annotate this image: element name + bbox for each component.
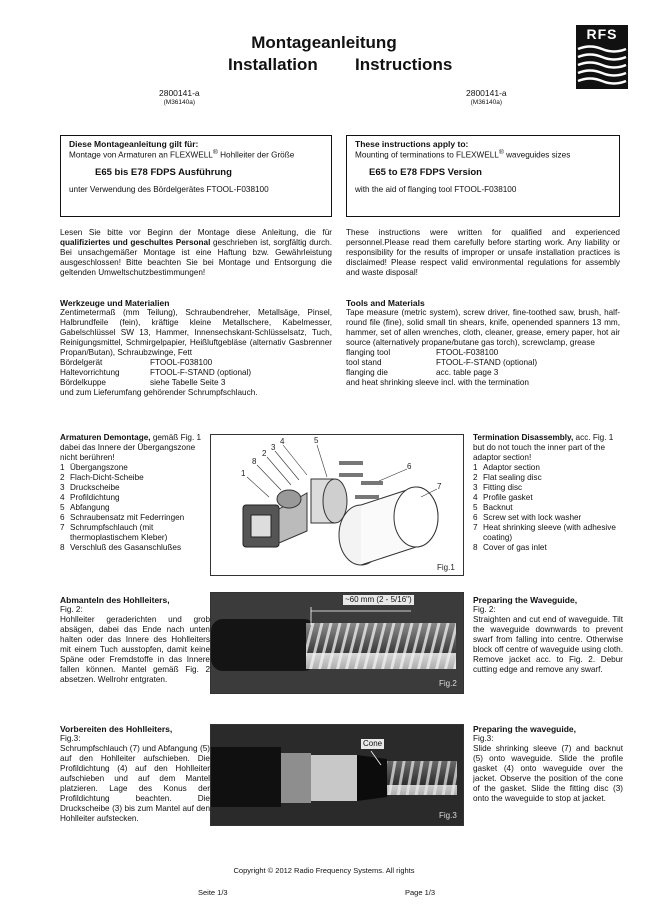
disassembly-en	[473, 433, 623, 553]
doc-number-right	[466, 89, 507, 106]
item-number: 7	[473, 523, 478, 532]
box-en-version: E65 to E78 FDPS Version	[369, 167, 482, 179]
warning-de	[60, 228, 332, 278]
page-number-en: Page 1/3	[405, 888, 436, 897]
list-item	[60, 483, 210, 493]
figure-1	[210, 434, 464, 576]
tools-en-text: Tape measure (metric system), screw driver, fine-toothed saw, brush, half-round file (fine), solid small tin shears, knife, openended spanners 13 mm, hammer, set of allen wrenches, cloth, cleaner, grease, emery paper, hot air source (alternatively propane/butane gas torch), screwclamp, grease	[346, 308, 620, 348]
item-number: 8	[473, 543, 478, 552]
tools-en-row-value: FTOOL-F-STAND (optional)	[436, 358, 538, 368]
box-en-heading: These instructions apply to:	[355, 139, 469, 149]
termination-exploded-illustration	[211, 435, 464, 576]
figure-2	[210, 592, 464, 694]
title-en-left: Installation	[228, 55, 318, 74]
fig1-callout: 5	[314, 436, 319, 445]
box-en-line1-end: waveguides sizes	[503, 151, 571, 161]
item-number: 4	[60, 493, 65, 502]
step2-en-heading: Preparing the Waveguide,	[473, 595, 578, 605]
figure-3	[210, 724, 464, 826]
box-de-line1	[69, 149, 323, 161]
corrugated-waveguide-photo	[211, 593, 464, 694]
tools-section-en	[346, 298, 620, 388]
tools-de-row-label: Haltevorrichtung	[60, 368, 120, 378]
box-de-line1-end: Hohlleiter der Größe	[217, 151, 295, 161]
title-en-right: Instructions	[355, 55, 453, 74]
fig1-callout: 1	[241, 469, 246, 478]
warning-en: These instructions were written for qualified and experienced personnel.Please read them carefully before starting work. Any liability or responsibility for the results of improper or unsafe installation practices is disclaimed! Please respect valid environmental regulations for assembly and waste disposal!	[346, 228, 620, 277]
disassembly-de	[60, 433, 210, 553]
list-item	[60, 463, 210, 473]
tools-de-row-value: FTOOL-F-STAND (optional)	[150, 368, 252, 378]
item-number: 6	[473, 513, 478, 522]
item-text: Übergangszone	[70, 463, 128, 472]
item-number: 2	[60, 473, 65, 482]
rfs-logo	[576, 25, 628, 89]
tools-en-heading: Tools and Materials	[346, 298, 425, 308]
disassembly-en-title: Termination Disassembly,	[473, 433, 574, 442]
step2-de	[60, 595, 210, 685]
list-item	[473, 503, 623, 513]
list-item	[60, 493, 210, 503]
item-number: 1	[473, 463, 478, 472]
list-item	[60, 473, 210, 483]
tools-en-row-label: flanging die	[346, 368, 388, 378]
fig3-label: Fig.3	[439, 811, 457, 820]
step3-en-heading: Preparing the waveguide,	[473, 724, 576, 734]
tools-en-row-label: tool stand	[346, 358, 382, 368]
step2-de-heading: Abmanteln des Hohlleiters,	[60, 595, 170, 605]
tools-en-table	[346, 348, 620, 378]
item-text: Flat sealing disc	[483, 473, 542, 482]
tools-de-tail: und zum Lieferumfang gehörender Schrumpfschlauch.	[60, 388, 258, 398]
tools-de-heading: Werkzeuge und Materialien	[60, 298, 170, 308]
item-number: 3	[473, 483, 478, 492]
fig1-callout: 7	[437, 482, 442, 491]
box-de-tool-line: unter Verwendung des Bördelgerätes FTOOL-F038100	[69, 184, 269, 194]
item-text: Verschluß des Gasanschlußes	[70, 543, 182, 552]
gasket-assembly-photo	[211, 725, 464, 826]
box-en-tool-line: with the aid of flanging tool FTOOL-F038100	[355, 184, 517, 194]
list-item	[473, 523, 623, 543]
box-en-line1-sup: ®	[498, 149, 504, 157]
page-number-de: Seite 1/3	[198, 888, 228, 897]
item-number: 5	[60, 503, 65, 512]
fig1-callout: 6	[407, 462, 412, 471]
disassembly-en-list	[473, 463, 623, 553]
fig1-callout: 3	[271, 443, 276, 452]
step2-de-figref: Fig. 2:	[60, 605, 83, 615]
step2-en	[473, 595, 623, 675]
title-german: Montageanleitung	[251, 33, 397, 52]
logo-text: RFS	[576, 25, 628, 43]
list-item	[60, 523, 210, 543]
list-item	[473, 513, 623, 523]
box-de-version: E65 bis E78 FDPS Ausführung	[95, 167, 232, 179]
applicability-box-de	[60, 135, 332, 217]
item-text: Druckscheibe	[70, 483, 120, 492]
list-item	[473, 483, 623, 493]
step3-de-text: Schrumpfschlauch (7) und Abfangung (5) auf den Hohlleiter aufschieben. Die Profildichtung (4) auf den Hohlleiter aufschieben und auf dem Mantel platzieren. Lage des Konus der Profildichtung beachten. Die Druckscheibe (3) bis zum Mantel auf den Hohlleiter aufstecken.	[60, 744, 210, 824]
disassembly-de-note: gemäß Fig. 1 dabei das Innere der Übergangszone nicht berühren!	[60, 433, 202, 462]
copyright: Copyright © 2012 Radio Frequency Systems. All rights	[233, 866, 415, 875]
item-text: Heat shrinking sleeve (with adhesive coating)	[483, 523, 616, 542]
item-text: Abfangung	[70, 503, 110, 512]
box-en-line1-text: Mounting of terminations to FLEXWELL	[355, 151, 499, 161]
item-number: 2	[473, 473, 478, 482]
doc-number-left-main: 2800141-a	[159, 88, 200, 98]
doc-number-right-main: 2800141-a	[466, 88, 507, 98]
fig1-callout: 4	[280, 437, 285, 446]
doc-number-right-sub: (M36140a)	[470, 98, 503, 106]
warning-de-part2: geschrieben ist, sorgfältig durch. Bei unsachgemäßer Montage ist eine Haftung bzw. Gewährleistung ausgeschlossen! Bitte beachten Sie bei Montage und Entsorgung die geltenden Umweltschutzbestimmungen!	[60, 238, 332, 277]
item-text: Profile gasket	[483, 493, 533, 502]
fig2-dimension: ~60 mm (2 - 5/16")	[345, 595, 412, 604]
tools-en-row-value: acc. table page 3	[436, 368, 499, 378]
list-item	[473, 493, 623, 503]
item-number: 4	[473, 493, 478, 502]
item-number: 3	[60, 483, 65, 492]
box-en-line1	[355, 149, 611, 161]
item-number: 8	[60, 543, 65, 552]
list-item	[60, 543, 210, 553]
box-de-line1-sup: ®	[212, 149, 218, 157]
fig1-label: Fig.1	[437, 563, 455, 572]
box-de-heading: Diese Montageanleitung gilt für:	[69, 139, 199, 149]
step3-en	[473, 724, 623, 804]
item-number: 1	[60, 463, 65, 472]
tools-de-row-value: FTOOL-F038100	[150, 358, 213, 368]
tools-de-row-value: siehe Tabelle Seite 3	[150, 378, 226, 388]
fig1-callout: 8	[252, 457, 257, 466]
step3-de-figref: Fig.3:	[60, 734, 81, 744]
tools-section-de	[60, 298, 332, 398]
item-text: Schrumpfschlauch (mit thermoplastischem Kleber)	[70, 523, 168, 542]
warning-de-part1: Lesen Sie bitte vor Beginn der Montage diese Anleitung, die für	[60, 228, 332, 237]
item-text: Profildichtung	[70, 493, 120, 502]
item-number: 6	[60, 513, 65, 522]
item-text: Cover of gas inlet	[483, 543, 547, 552]
tools-en-row-label: flanging tool	[346, 348, 391, 358]
list-item	[60, 513, 210, 523]
warning-de-bold: qualifiziertes und geschultes Personal	[60, 238, 211, 247]
tools-en-tail: and heat shrinking sleeve incl. with the termination	[346, 378, 529, 388]
disassembly-de-title: Armaturen Demontage,	[60, 433, 151, 442]
step3-en-text: Slide shrinking sleeve (7) and backnut (5) onto waveguide. Slide the profile gasket (4) onto waveguide over the jacket. Observe the position of the cone of the gasket. Slide the fitting disc (3) onto the waveguide to stop at jacket.	[473, 744, 623, 804]
step3-de-heading: Vorbereiten des Hohlleiters,	[60, 724, 173, 734]
logo-waves-icon	[576, 43, 628, 89]
disassembly-en-heading	[473, 433, 623, 463]
step2-en-figref: Fig. 2:	[473, 605, 496, 615]
tools-de-row-label: Bördelkuppe	[60, 378, 106, 388]
disassembly-de-heading	[60, 433, 210, 463]
item-text: Flach-Dicht-Scheibe	[70, 473, 144, 482]
tools-en-row-value: FTOOL-F038100	[436, 348, 499, 358]
applicability-box-en	[346, 135, 620, 217]
list-item	[473, 473, 623, 483]
step3-de	[60, 724, 210, 824]
doc-number-left	[159, 89, 200, 106]
disassembly-de-list	[60, 463, 210, 553]
list-item	[473, 463, 623, 473]
fig1-callout: 2	[262, 449, 267, 458]
list-item	[473, 543, 623, 553]
item-number: 7	[60, 523, 65, 532]
item-text: Fitting disc	[483, 483, 523, 492]
doc-number-left-sub: (M36140a)	[163, 98, 196, 106]
item-text: Backnut	[483, 503, 513, 512]
item-text: Adaptor section	[483, 463, 540, 472]
tools-de-text: Zentimetermaß (mm Teilung), Schraubendreher, Metallsäge, Pinsel, Halbrundfeile (fein), kräftige kleine Metallschere, Kabelmesser, Gabelschlüssel SW 13, Hammer, Innensechskant-Schlüsselsatz, Tuch, Reinigungsmittel, Schmirgelpapier, Heißluftgebläse (alternativ Gasbrenner Propan/Butan), Schraubzwinge, Fett	[60, 308, 332, 358]
item-text: Schraubensatz mit Federringen	[70, 513, 185, 522]
fig2-label: Fig.2	[439, 679, 457, 688]
step2-en-text: Straighten and cut end of waveguide. Tilt the waveguide downwards to prevent swarf from falling into centre. Otherwise block off centre of waveguide using cloth. Remove jacket acc. to Fig. 2. Debur cutting edge and remove any swarf.	[473, 615, 623, 675]
tools-de-table	[60, 358, 332, 388]
list-item	[60, 503, 210, 513]
disassembly-en-note: acc. Fig. 1 but do not touch the inner part of the adaptor section!	[473, 433, 614, 462]
fig3-cone-label: Cone	[363, 739, 383, 748]
tools-de-row-label: Bördelgerät	[60, 358, 103, 368]
item-number: 5	[473, 503, 478, 512]
box-de-line1-text: Montage von Armaturen an FLEXWELL	[69, 151, 213, 161]
item-text: Screw set with lock washer	[483, 513, 582, 522]
step2-de-text: Hohlleiter geraderichten und grob absägen, dabei das Ende nach unten halten oder das Innere des Hohlleiters mit einem Tuch ausstopfen, damit keine Späne oder Fremdstoffe in das Innere fallen können. Mantel gemäß Fig. 2 absetzen. Wellrohr entgraten.	[60, 615, 210, 685]
step3-en-figref: Fig.3:	[473, 734, 494, 744]
